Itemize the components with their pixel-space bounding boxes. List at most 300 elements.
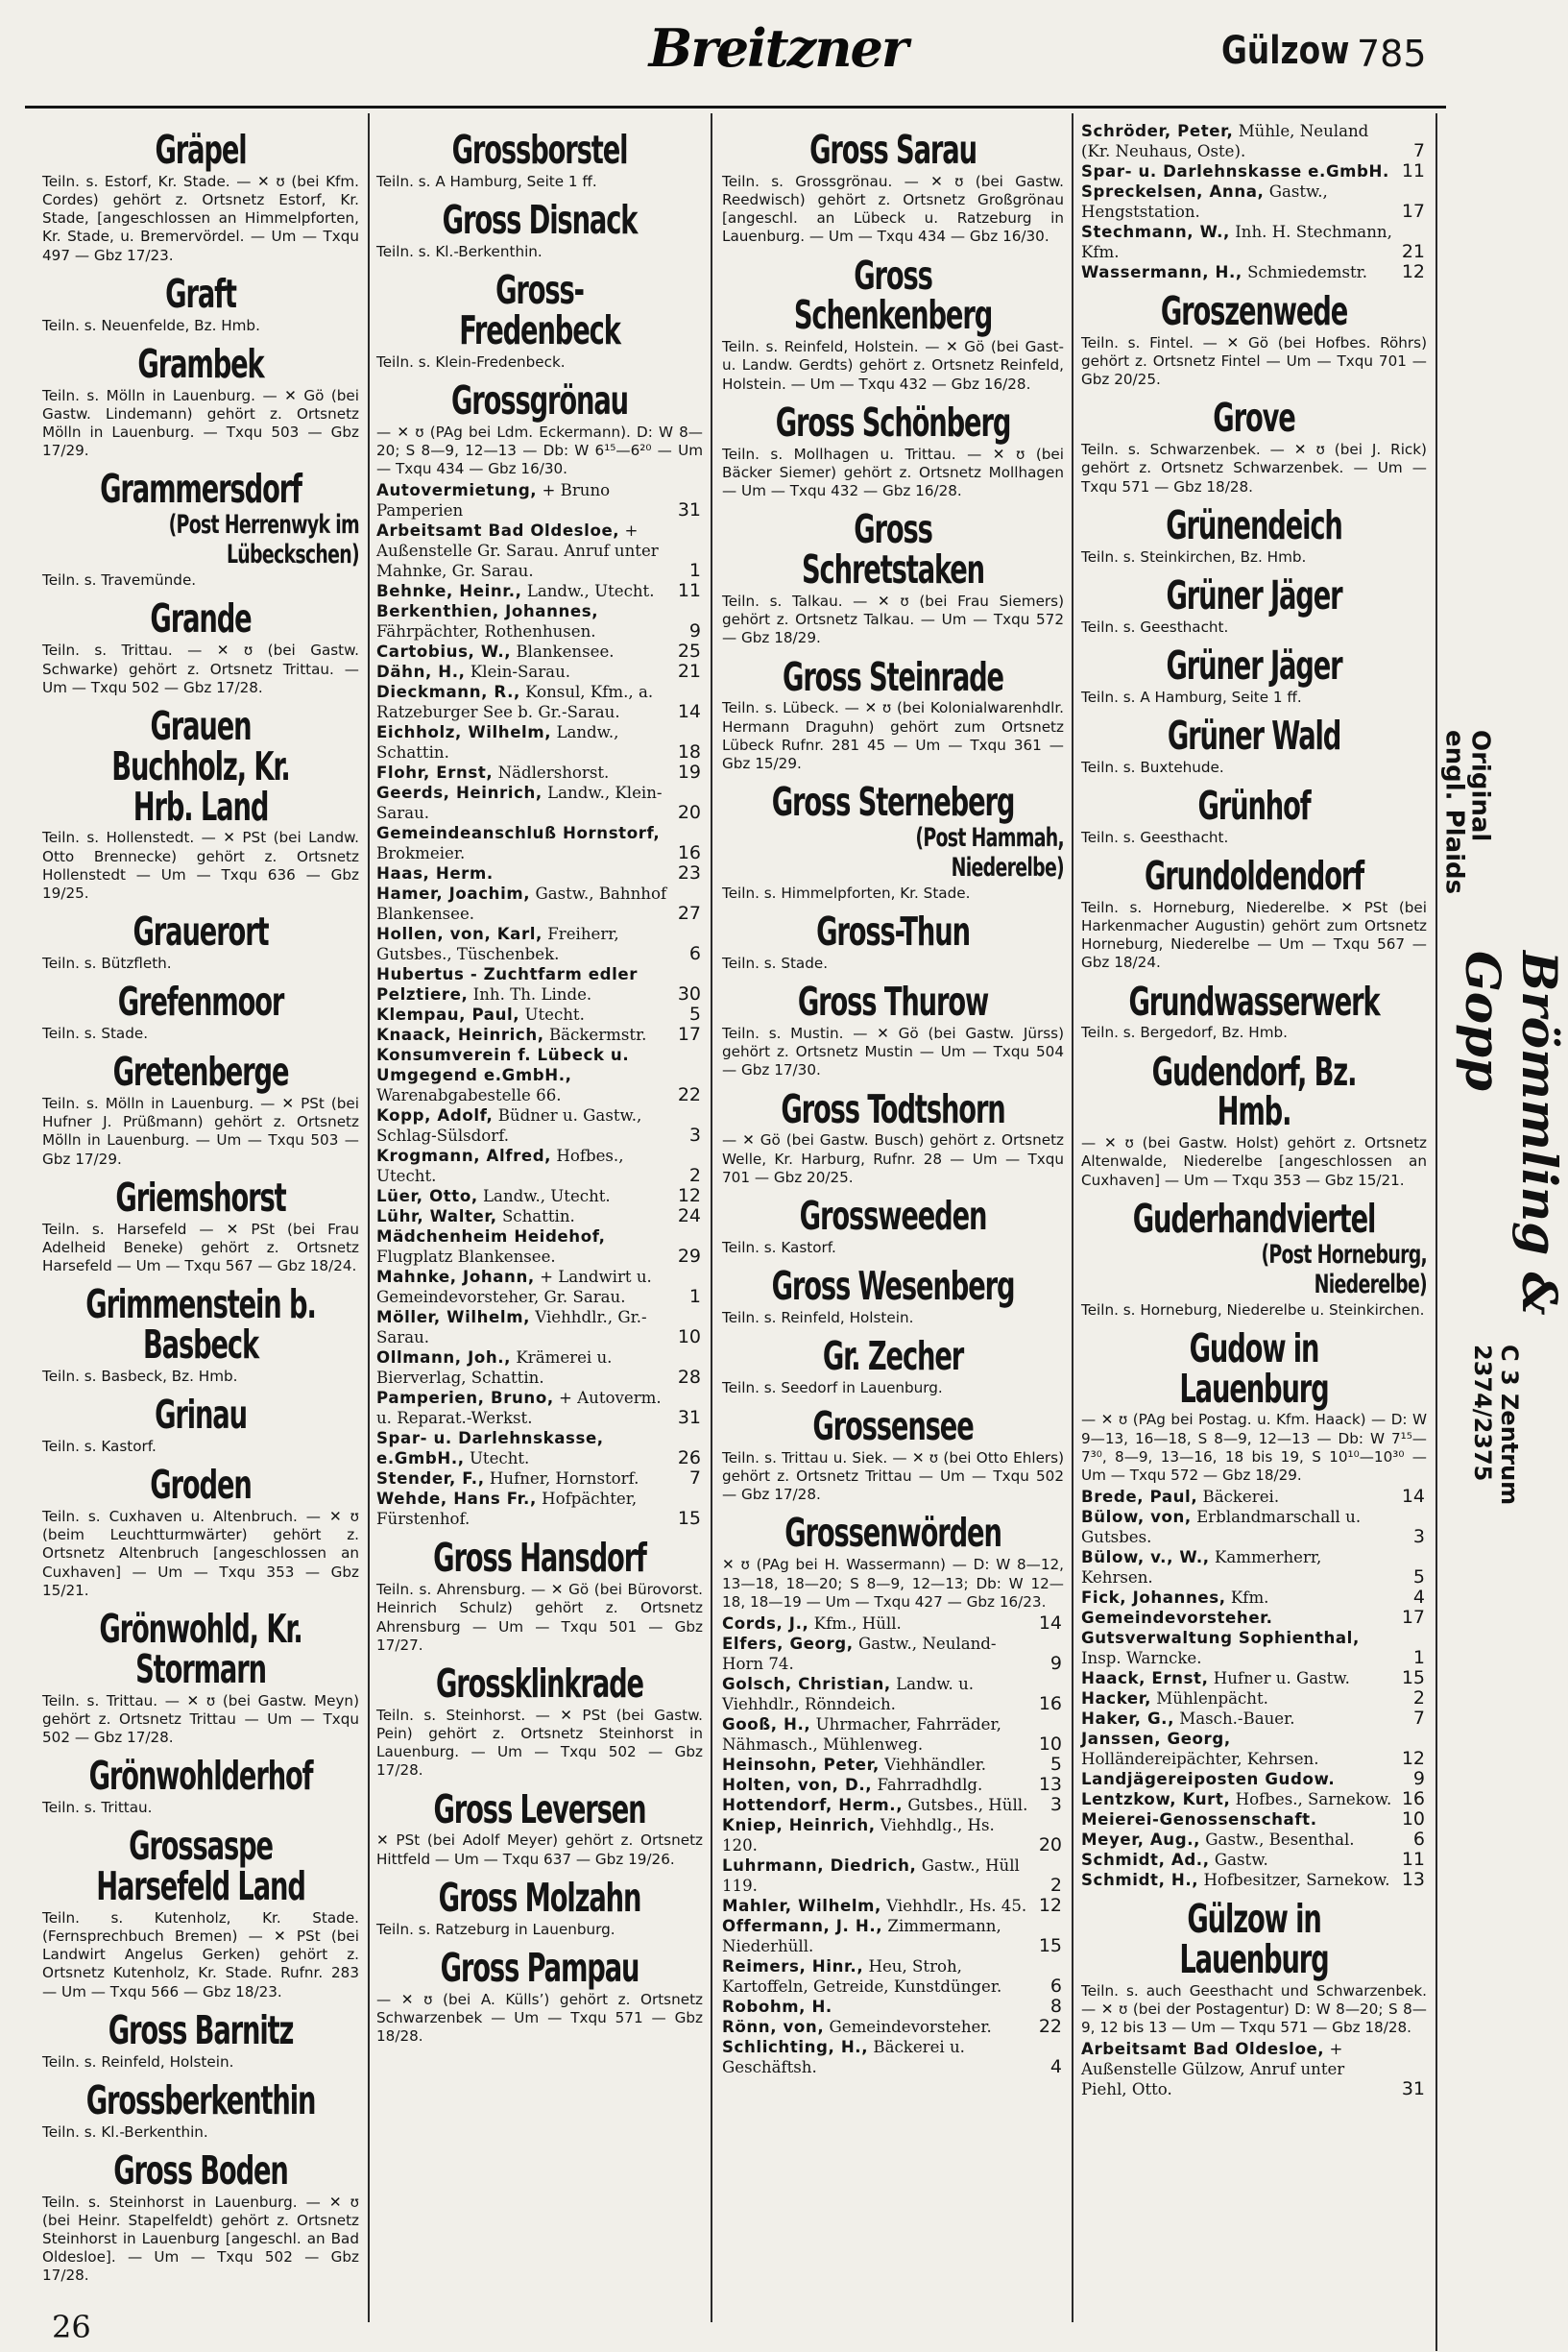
exchange-info: Teiln. s. Estorf, Kr. Stade. — ✕ ʊ (bei Kfm. Cordes) gehört z. Ortsnetz Estorf, Kr. Stade, [angeschlossen an Himmelpforten, Kr. Stade, u. Bremervördel. — Um — Txqu 497 — Gbz 17/23. — [42, 172, 359, 264]
subscriber-name: Bülow, von, — [1081, 1508, 1192, 1527]
subscriber-details: Freiherr, Gutsbes., Tüschenbek. — [376, 925, 619, 964]
exchange-info: — ✕ Gö (bei Gastw. Busch) gehört z. Ortsnetz Welle, Kr. Harburg, Rufnr. 28 — Um — Txqu 701 — Gbz 20/25. — [722, 1131, 1064, 1186]
subscriber-entry — [376, 662, 703, 682]
margin-original-plaids: Original engl. Plaids — [1439, 730, 1495, 895]
phone-number: 6 — [688, 943, 701, 965]
exchange-info: Teiln. s. Kastorf. — [42, 1437, 157, 1455]
subscriber-name: Knaack, Heinrich, — [376, 1026, 544, 1045]
subscriber-name: Hottendorf, Herm., — [722, 1795, 904, 1814]
subscriber-details: Schmiedemstr. — [1247, 263, 1368, 281]
subscriber-name: Gooß, H., — [722, 1714, 811, 1734]
subscriber-name: Geerds, Heinrich, — [376, 784, 543, 803]
place-heading: Gross Pampau — [440, 1944, 639, 1991]
place-heading: Grammersdorf — [100, 466, 302, 513]
subscriber-details: Fahrradhdlg. — [877, 1775, 983, 1794]
header-town: Gülzow — [1221, 29, 1350, 73]
phone-number: 28 — [677, 1367, 701, 1389]
phone-number: 2 — [1049, 1874, 1062, 1896]
exchange-info: Teiln. s. Reinfeld, Holstein. — [722, 1308, 914, 1326]
column-divider — [1435, 113, 1437, 2351]
phone-number: 1 — [1412, 1647, 1425, 1669]
subscriber-details: Gastw., Hüll 119. — [722, 1855, 1020, 1895]
subscriber-name: Meierei-Genossenschaft. — [1081, 1810, 1317, 1830]
subscriber-entry — [376, 1206, 703, 1226]
subscriber-details: Zimmermann, Niederhüll. — [722, 1916, 1001, 1955]
phone-number: 26 — [677, 1447, 701, 1469]
subscriber-name: Lüer, Otto, — [376, 1187, 478, 1206]
subscriber-entry — [1081, 1668, 1427, 1688]
subscriber-entry — [376, 863, 703, 884]
subscriber-name: Cords, J., — [722, 1613, 809, 1633]
phone-number: 11 — [677, 580, 701, 602]
subscriber-entry — [376, 1489, 703, 1529]
exchange-info: Teiln. s. Harsefeld — ✕ PSt (bei Frau Adelheid Beneke) gehört z. Ortsnetz Harsefeld — Um — Txqu 567 — Gbz 18/24. — [42, 1220, 359, 1275]
place-heading: Grambek — [137, 340, 264, 387]
subscriber-name: Gutsverwaltung Sophienthal, — [1081, 1629, 1360, 1648]
exchange-info: Teiln. s. Cuxhaven u. Altenbruch. — ✕ ʊ (beim Leuchtturmwärter) gehört z. Ortsnetz Altenbruch [angeschlossen an Cuxhaven] — Um — Txqu 353 — Gbz 15/21. — [42, 1507, 359, 1599]
subscriber-name: Behnke, Heinr., — [376, 582, 522, 601]
subscriber-details: Utecht. — [524, 1006, 585, 1025]
subscriber-name: Arbeitsamt Bad Oldesloe, — [376, 521, 620, 541]
subscriber-details: Erblandmarschall u. Gutsbes. — [1081, 1508, 1362, 1547]
exchange-info: — ✕ ʊ (bei Gastw. Holst) gehört z. Ortsnetz Altenwalde, Niederelbe [angeschlossen an Cuxhaven] — Um — Txqu 353 — Gbz 15/21. — [1081, 1134, 1427, 1189]
subscriber-entry — [376, 581, 703, 601]
subscriber-name: Fick, Johannes, — [1081, 1588, 1226, 1608]
subscriber-name: Gemeindevorsteher. — [1081, 1609, 1273, 1628]
phone-number: 6 — [1049, 1975, 1062, 1997]
subscriber-details: Fährpächter, Rothenhusen. — [376, 622, 596, 642]
phone-number: 11 — [1401, 160, 1425, 182]
subscriber-entry — [376, 521, 703, 581]
exchange-info: Teiln. s. Fintel. — ✕ Gö (bei Hofbes. Röhrs) gehört z. Ortsnetz Fintel — Um — Txqu 701 — Gbz 20/25. — [1081, 333, 1427, 389]
subscriber-entry — [722, 1674, 1064, 1714]
subscriber-details: Landw. u. Viehhdlr., Rönndeich. — [722, 1674, 975, 1713]
subscriber-entry — [376, 964, 703, 1005]
subscriber-name: Bülow, v., W., — [1081, 1548, 1210, 1567]
place-heading: Gross Barnitz — [108, 2006, 294, 2053]
subscriber-entry — [722, 1795, 1064, 1815]
subscriber-entry — [376, 1267, 703, 1307]
subscriber-details: Gastw. — [1214, 1851, 1268, 1870]
subscriber-entry — [1081, 1789, 1427, 1809]
subscriber-entry — [1081, 1850, 1427, 1870]
subscriber-entry — [722, 1634, 1064, 1674]
place-heading: Grimmenstein b. Basbeck — [85, 1281, 316, 1369]
phone-number: 3 — [688, 1125, 701, 1147]
exchange-info: Teiln. s. Hollenstedt. — ✕ PSt (bei Landw. Otto Brennecke) gehört z. Ortsnetz Hollenstedt — Um — Txqu 636 — Gbz 19/25. — [42, 829, 359, 902]
exchange-info: Teiln. s. Trittau. — ✕ ʊ (bei Gastw. Schwarke) gehört z. Ortsnetz Trittau. — Um — Txqu 502 — Gbz 17/28. — [42, 642, 359, 696]
subscriber-entry — [376, 722, 703, 763]
place-heading: Grossaspe Harsefeld Land — [96, 1823, 305, 1909]
phone-number: 17 — [1401, 1607, 1425, 1629]
subscriber-details: Hofbesitzer, Sarnekow. — [1203, 1871, 1390, 1890]
subscriber-name: Krogmann, Alfred, — [376, 1147, 552, 1166]
subscriber-entry — [376, 1347, 703, 1388]
subscriber-details: Konsul, Kfm., a. Ratzeburger See b. Gr.-Sarau. — [376, 683, 654, 722]
subscriber-details: Klein-Sarau. — [470, 663, 571, 682]
place-heading: Gudow in Lauenburg — [1179, 1324, 1329, 1412]
column-3 — [722, 121, 1064, 2349]
phone-number: 30 — [677, 983, 701, 1006]
subscriber-details: Inh. H. Stechmann, Kfm. — [1081, 223, 1392, 261]
subscriber-entry — [1081, 182, 1427, 222]
phone-number: 5 — [688, 1004, 701, 1026]
subscriber-details: Büdner u. Gastw., Schlag-Sülsdorf. — [376, 1106, 642, 1146]
place-heading: Gülzow in Lauenburg — [1179, 1896, 1329, 1983]
subscriber-name: Berkenthien, Johannes, — [376, 602, 599, 621]
phone-number: 24 — [677, 1205, 701, 1227]
subscriber-details: Schattin. — [501, 1207, 575, 1226]
subscriber-entry — [1081, 1628, 1427, 1668]
place-heading: Grove — [1213, 395, 1295, 442]
phone-number: 29 — [677, 1246, 701, 1268]
place-heading: Grinau — [155, 1392, 247, 1439]
exchange-info: Teiln. s. Seedorf in Lauenburg. — [722, 1378, 943, 1396]
subscriber-details: Kfm., Hüll. — [813, 1613, 902, 1633]
subscriber-details: + Landwirt u. Gemeindevorsteher, Gr. Sarau. — [376, 1268, 652, 1307]
exchange-info: — ✕ ʊ (bei A. Küllsʼ) gehört z. Ortsnetz Schwarzenbek — Um — Txqu 571 — Gbz 18/28. — [376, 1990, 703, 2045]
subscriber-entry — [376, 884, 703, 924]
subscriber-entry — [722, 1916, 1064, 1956]
phone-number: 2 — [688, 1165, 701, 1187]
column-divider — [1072, 113, 1073, 2322]
place-heading: Grauen Buchholz, Kr. Hrb. Land — [111, 702, 290, 830]
subscriber-details: Blankensee. — [516, 643, 615, 662]
phone-number: 12 — [1401, 261, 1425, 282]
exchange-info: Teiln. s. Stade. — [42, 1024, 149, 1042]
subscriber-details: Landw., Klein-Sarau. — [376, 784, 663, 823]
subscriber-entry — [1081, 222, 1427, 262]
phone-number: 11 — [1401, 1849, 1425, 1871]
subscriber-name: Konsumverein f. Lübeck u. Umgegend e.GmbH., — [376, 1046, 630, 1085]
place-heading: Grüner Jäger — [1166, 571, 1342, 618]
place-qualifier: (Post Horneburg, Niederelbe) — [1261, 1239, 1427, 1299]
subscriber-entry — [1081, 161, 1427, 182]
exchange-info: Teiln. s. Talkau. — ✕ ʊ (bei Frau Siemers) gehört z. Ortsnetz Talkau. — Um — Txqu 572 — Gbz 18/29. — [722, 592, 1064, 647]
subscriber-name: Arbeitsamt Bad Oldesloe, — [1081, 2040, 1325, 2059]
exchange-info: Teiln. s. Mölln in Lauenburg. — ✕ Gö (bei Gastw. Lindemann) gehört z. Ortsnetz Mölln in Lauenburg. — Txqu 503 — Gbz 17/29. — [42, 386, 359, 460]
subscriber-entry — [376, 763, 703, 783]
subscriber-entry — [722, 1775, 1064, 1795]
subscriber-name: Haas, Herm. — [376, 864, 494, 884]
place-heading: Gross Boden — [113, 2146, 288, 2194]
subscriber-name: Möller, Wilhelm, — [376, 1308, 530, 1327]
subscriber-details: Hufner u. Gastw. — [1213, 1669, 1350, 1688]
subscriber-entry — [722, 1815, 1064, 1855]
subscriber-details: Uhrmacher, Fahrräder, Nähmasch., Mühlenweg. — [722, 1714, 1001, 1754]
phone-number: 10 — [1038, 1733, 1062, 1755]
subscriber-details: Inh. Th. Linde. — [472, 985, 592, 1005]
phone-number: 16 — [1038, 1692, 1062, 1714]
place-qualifier: (Post Hammah, Niederelbe) — [915, 822, 1064, 883]
subscriber-details: Gastw., Neuland-Horn 74. — [722, 1634, 997, 1673]
subscriber-entry — [376, 1468, 703, 1489]
phone-number: 18 — [677, 741, 701, 764]
subscriber-entry — [1081, 1729, 1427, 1769]
place-heading: Gross Schenkenberg — [793, 252, 993, 339]
subscriber-entry — [376, 1226, 703, 1267]
subscriber-details: + Autoverm. u. Reparat.-Werkst. — [376, 1389, 662, 1428]
place-heading: Groden — [150, 1462, 252, 1509]
exchange-info: — ✕ ʊ (PAg bei Postag. u. Kfm. Haack) — D: W 9—13, 16—18, S 8—9, 12—13 — Db: W 7¹⁵—7³⁰, 8—9, 13—16, 18 bis 19, S 10¹⁰—10³⁰ — Um — Txqu 572 — Gbz 18/29. — [1081, 1411, 1427, 1485]
subscriber-details: Flugplatz Blankensee. — [376, 1248, 556, 1267]
subscriber-name: Pamperien, Bruno, — [376, 1389, 554, 1408]
place-heading: Grundoldendorf — [1145, 852, 1363, 899]
exchange-info: Teiln. s. Steinkirchen, Bz. Hmb. — [1081, 547, 1307, 566]
place-heading: Gudendorf, Bz. Hmb. — [1151, 1048, 1357, 1135]
exchange-info: Teiln. s. Buxtehude. — [1081, 758, 1224, 776]
place-heading: Grönwohlderhof — [88, 1753, 313, 1800]
subscriber-name: Hamer, Joachim, — [376, 885, 531, 904]
subscriber-name: Holten, von, D., — [722, 1775, 873, 1794]
place-heading: Gretenberge — [112, 1049, 289, 1096]
subscriber-name: Haker, G., — [1081, 1709, 1174, 1729]
subscriber-details: Viehhdlg., Hs. 120. — [722, 1815, 995, 1855]
subscriber-details: + Bruno Pamperien — [376, 481, 611, 521]
column-1 — [42, 121, 359, 2320]
phone-number: 25 — [677, 641, 701, 663]
subscriber-entry — [1081, 1507, 1427, 1547]
phone-number: 12 — [1401, 1748, 1425, 1770]
exchange-info: ✕ PSt (bei Adolf Meyer) gehört z. Ortsnetz Hittfeld — Um — Txqu 637 — Gbz 19/26. — [376, 1831, 703, 1868]
phone-number: 31 — [1401, 2078, 1425, 2100]
place-heading: Groszenwede — [1160, 288, 1348, 334]
place-heading: Graft — [165, 270, 236, 317]
phone-number: 15 — [1401, 1667, 1425, 1689]
phone-number: 13 — [1038, 1773, 1062, 1795]
subscriber-entry — [1081, 1769, 1427, 1789]
exchange-info: Teiln. s. Ratzeburg in Lauenburg. — [376, 1920, 615, 1938]
place-qualifier: (Post Herrenwyk im Lübeckschen) — [168, 510, 359, 570]
exchange-info: Teiln. s. auch Geesthacht und Schwarzenbek. — ✕ ʊ (bei der Postagentur) D: W 8—20; S 8—9, 12 bis 13 — Um — Txqu 571 — Gbz 18/28. — [1081, 1981, 1427, 2037]
subscriber-entry — [376, 682, 703, 722]
subscriber-name: Luhrmann, Diedrich, — [722, 1855, 917, 1875]
subscriber-entry — [722, 1956, 1064, 1997]
subscriber-name: Lühr, Walter, — [376, 1207, 497, 1226]
phone-number: 31 — [677, 1407, 701, 1429]
subscriber-name: Kniep, Heinrich, — [722, 1815, 876, 1834]
subscriber-name: Schlichting, H., — [722, 2037, 869, 2056]
subscriber-name: Heinsohn, Peter, — [722, 1755, 880, 1774]
phone-number: 15 — [1038, 1934, 1062, 1956]
subscriber-entry — [1081, 262, 1427, 282]
exchange-info: ✕ ʊ (PAg bei H. Wassermann) — D: W 8—12, 13—18, 18—20; S 8—9, 12—13; Db: W 12—18, 18—19 — Um — Txqu 427 — Gbz 16/23. — [722, 1556, 1064, 1611]
place-heading: Grüner Wald — [1167, 712, 1341, 759]
place-heading: Gross Schönberg — [775, 399, 1011, 446]
subscriber-entry — [722, 1755, 1064, 1775]
exchange-info: Teiln. s. Trittau. — [42, 1798, 153, 1816]
phone-number: 10 — [1401, 1808, 1425, 1831]
exchange-info: Teiln. s. Mölln in Lauenburg. — ✕ PSt (bei Hufner J. Prüßmann) gehört z. Ortsnetz Mölln in Lauenburg. — Um — Txqu 503 — Gbz 17/29. — [42, 1095, 359, 1168]
exchange-info: Teiln. s. Trittau u. Siek. — ✕ ʊ (bei Otto Ehlers) gehört z. Ortsnetz Trittau — Um — Txqu 502 — Gbz 17/28. — [722, 1448, 1064, 1504]
phone-number: 20 — [677, 802, 701, 824]
phone-number: 7 — [1412, 1708, 1425, 1730]
exchange-info: Teiln. s. Himmelpforten, Kr. Stade. — [722, 884, 971, 902]
phone-number: 3 — [1412, 1526, 1425, 1548]
place-heading: Gross Sterneberg — [771, 779, 1015, 826]
phone-number: 15 — [677, 1508, 701, 1530]
place-heading: Grossklinkrade — [436, 1660, 643, 1707]
subscriber-details: Krämerei u. Bierverlag, Schattin. — [376, 1348, 613, 1388]
subscriber-details: Mühle, Neuland (Kr. Neuhaus, Oste). — [1081, 122, 1369, 160]
subscriber-details: Utecht. — [469, 1449, 530, 1468]
subscriber-name: Schröder, Peter, — [1081, 122, 1234, 140]
column-2 — [376, 121, 703, 2349]
place-heading: Grünhof — [1197, 782, 1311, 829]
exchange-info: Teiln. s. Kastorf. — [722, 1238, 836, 1256]
phone-number: 14 — [677, 701, 701, 723]
subscriber-entry — [722, 1997, 1064, 2017]
subscriber-details: Holländereipächter, Kehrsen. — [1081, 1750, 1319, 1769]
place-heading: Grande — [150, 595, 252, 643]
place-heading: Gross Todtshorn — [781, 1085, 1005, 1132]
subscriber-entry — [376, 642, 703, 662]
subscriber-details: Kammerherr, Kehrsen. — [1081, 1548, 1322, 1588]
subscriber-entry — [722, 2017, 1064, 2037]
exchange-info: Teiln. s. Bützfleth. — [42, 954, 172, 972]
subscriber-name: Golsch, Christian, — [722, 1674, 891, 1693]
subscriber-details: + Außenstelle Gr. Sarau. Anruf unter Mahnke, Gr. Sarau. — [376, 521, 659, 581]
exchange-info: Teiln. s. Ahrensburg. — ✕ Gö (bei Bürovorst. Heinrich Schulz) gehört z. Ortsnetz Ahrensburg — Um — Txqu 501 — Gbz 17/27. — [376, 1581, 703, 1654]
place-heading: Grossborstel — [451, 127, 628, 173]
subscriber-details: Heu, Stroh, Kartoffeln, Getreide, Kunstdünger. — [722, 1956, 1002, 1996]
subscriber-name: Flohr, Ernst, — [376, 764, 494, 783]
exchange-info: Teiln. s. Horneburg, Niederelbe. ✕ PSt (bei Harkenmacher Augustin) gehört zum Ortsnetz Horneburg, Niederelbe — Um — Txqu 567 — Gbz 18/24. — [1081, 898, 1427, 972]
phone-number: 9 — [688, 620, 701, 643]
subscriber-name: Rönn, von, — [722, 2017, 825, 2036]
phone-number: 1 — [688, 560, 701, 582]
place-heading: Grossweeden — [799, 1193, 987, 1240]
place-heading: Grönwohld, Kr. Stormarn — [99, 1605, 302, 1692]
subscriber-entry — [722, 1714, 1064, 1755]
phone-number: 19 — [677, 762, 701, 784]
margin-address: C 3 Zentrum 2374/2375 — [1469, 1345, 1523, 1506]
place-heading: Grossenwörden — [784, 1510, 1001, 1557]
exchange-info: Teiln. s. Reinfeld, Holstein. — [42, 2052, 234, 2071]
phone-number: 12 — [1038, 1894, 1062, 1916]
header-script-title: Breitzner — [648, 17, 907, 79]
subscriber-entry — [376, 823, 703, 863]
subscriber-details: Gutsbes., Hüll. — [907, 1795, 1028, 1814]
subscriber-entry — [376, 1388, 703, 1428]
subscriber-entry — [1081, 1809, 1427, 1830]
exchange-info: Teiln. s. Mollhagen u. Trittau. — ✕ ʊ (bei Bäcker Siemer) gehört z. Ortsnetz Mollhagen — Um — Txqu 432 — Gbz 16/28. — [722, 445, 1064, 500]
subscriber-name: Spar- u. Darlehnskasse e.GmbH. — [1081, 162, 1389, 181]
subscriber-details: Viehhdlr., Hs. 45. — [886, 1896, 1027, 1915]
phone-number: 5 — [1412, 1566, 1425, 1588]
place-heading: Gross Steinrade — [783, 653, 1003, 700]
subscriber-details: Landw., Utecht. — [526, 582, 655, 601]
phone-number: 5 — [1049, 1753, 1062, 1775]
phone-number: 4 — [1412, 1587, 1425, 1609]
subscriber-details: Masch.-Bauer. — [1179, 1709, 1295, 1729]
place-heading: Griemshorst — [115, 1174, 286, 1221]
subscriber-name: Dieckmann, R., — [376, 683, 520, 702]
subscriber-name: Cartobius, W., — [376, 643, 512, 662]
subscriber-name: Elfers, Georg, — [722, 1634, 854, 1653]
subscriber-entry — [376, 480, 703, 521]
exchange-info: Teiln. s. Travemünde. — [42, 571, 197, 590]
subscriber-entry — [1081, 1588, 1427, 1608]
subscriber-entry — [376, 601, 703, 642]
phone-number: 10 — [677, 1326, 701, 1348]
phone-number: 27 — [677, 903, 701, 925]
phone-number: 9 — [1412, 1768, 1425, 1790]
place-heading: Gross Schretstaken — [802, 506, 984, 594]
place-heading: Grüner Jäger — [1166, 642, 1342, 689]
subscriber-entry — [376, 1045, 703, 1105]
place-heading: Grundwasserwerk — [1128, 978, 1380, 1025]
header-rule — [25, 106, 1446, 109]
place-heading: Grünendeich — [1166, 501, 1342, 548]
subscriber-name: Wehde, Hans Fr., — [376, 1490, 537, 1509]
phone-number: 16 — [677, 842, 701, 864]
phone-number: 17 — [677, 1024, 701, 1046]
exchange-info: — ✕ ʊ (PAg bei Ldm. Eckermann). D: W 8—20; S 8—9, 12—13 — Db: W 6¹⁵—6²⁰ — Um — Txqu 434 — Gbz 16/30. — [376, 423, 703, 478]
subscriber-name: Hubertus - Zuchtfarm edler Pelztiere, — [376, 965, 639, 1005]
exchange-info: Teiln. s. Mustin. — ✕ Gö (bei Gastw. Jürss) gehört z. Ortsnetz Mustin — Um — Txqu 504 — Gbz 17/30. — [722, 1024, 1064, 1079]
place-heading: Gross Leversen — [433, 1785, 646, 1832]
subscriber-name: Eichholz, Wilhelm, — [376, 723, 552, 742]
exchange-info: Teiln. s. Neuenfelde, Bz. Hmb. — [42, 316, 260, 334]
phone-number: 3 — [1049, 1793, 1062, 1815]
subscriber-name: Wassermann, H., — [1081, 263, 1242, 281]
subscriber-entry — [376, 1186, 703, 1206]
subscriber-entry — [1081, 2039, 1427, 2099]
subscriber-name: Schmidt, Ad., — [1081, 1851, 1210, 1870]
phone-number: 21 — [677, 661, 701, 683]
place-heading: Grossberkenthin — [85, 2076, 316, 2123]
subscriber-entry — [376, 924, 703, 964]
subscriber-name: Gemeindeanschluß Hornstorf, — [376, 824, 661, 843]
place-heading: Gross-Fredenbeck — [459, 267, 620, 353]
subscriber-details: Gastw., Bahnhof Blankensee. — [376, 885, 667, 924]
subscriber-name: Dähn, H., — [376, 663, 466, 682]
subscriber-name: Mahnke, Johann, — [376, 1268, 535, 1287]
phone-number: 13 — [1401, 1869, 1425, 1891]
phone-number: 20 — [1038, 1833, 1062, 1855]
phone-number: 4 — [1049, 2055, 1062, 2077]
phone-number: 17 — [1401, 201, 1425, 222]
place-heading: Grefenmoor — [117, 979, 284, 1026]
exchange-info: Teiln. s. Kl.-Berkenthin. — [42, 2122, 208, 2141]
phone-number: 7 — [1412, 140, 1425, 161]
subscriber-entry — [376, 1005, 703, 1025]
subscriber-entry — [722, 1855, 1064, 1896]
subscriber-name: Hacker, — [1081, 1689, 1152, 1709]
exchange-info: Teiln. s. Reinfeld, Holstein. — ✕ Gö (bei Gast- u. Landw. Gerdts) gehört z. Ortsnetz Reinfeld, Holstein. — Um — Txqu 432 — Gbz 16/28. — [722, 338, 1064, 393]
subscriber-entry — [376, 1025, 703, 1045]
subscriber-details: Viehhdlr., Gr.-Sarau. — [376, 1308, 647, 1347]
subscriber-details: Insp. Warncke. — [1081, 1649, 1202, 1668]
subscriber-entry — [376, 1307, 703, 1347]
subscriber-name: Landjägereiposten Gudow. — [1081, 1770, 1336, 1789]
subscriber-name: Haack, Ernst, — [1081, 1669, 1209, 1688]
subscriber-details: Gastw., Besenthal. — [1205, 1831, 1355, 1850]
margin-script-brand: Brömmling & Gopp — [1455, 951, 1568, 1316]
subscriber-name: Lentzkow, Kurt, — [1081, 1790, 1231, 1809]
phone-number: 22 — [1038, 2015, 1062, 2037]
subscriber-details: Gastw., Hengststation. — [1081, 182, 1328, 221]
subscriber-entry — [376, 783, 703, 823]
subscriber-name: Hollen, von, Karl, — [376, 925, 543, 944]
place-heading: Grossensee — [812, 1403, 974, 1450]
exchange-info: Teiln. s. Steinhorst in Lauenburg. — ✕ ʊ (bei Heinr. Stapelfeldt) gehört z. Ortsnetz Steinhorst in Lauenburg [angeschl. an Bad Oldesloe]. — Um — Txqu 502 — Gbz 17/28. — [42, 2193, 359, 2285]
place-heading: Grauerort — [133, 909, 269, 956]
place-heading: Gross Disnack — [442, 197, 638, 244]
subscriber-entry — [1081, 1608, 1427, 1628]
subscriber-details: Mühlenpächt. — [1156, 1689, 1268, 1709]
